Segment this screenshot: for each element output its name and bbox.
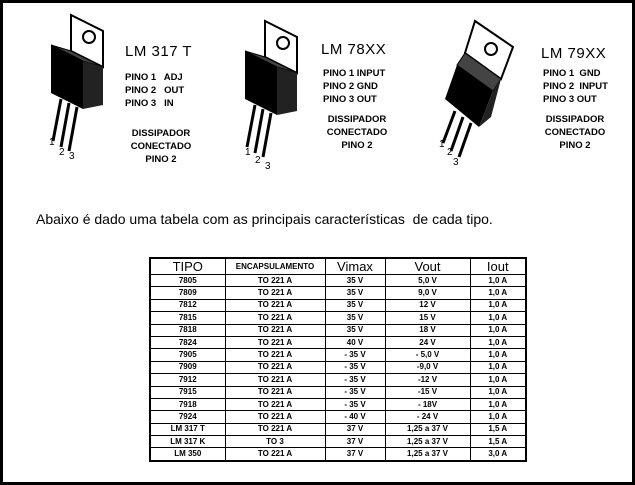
table-cell: TO 221 A: [225, 398, 325, 410]
table-cell: 24 V: [385, 336, 470, 348]
table-cell: 37 V: [325, 448, 385, 461]
table-cell: LM 350: [150, 448, 225, 461]
table-cell: - 35 V: [325, 398, 385, 410]
table-cell: TO 221 A: [225, 411, 325, 423]
table-row: [150, 361, 526, 373]
table-cell: 1,5 A: [470, 423, 526, 435]
header-tipo: TIPO: [150, 258, 225, 275]
table-cell: - 5,0 V: [385, 349, 470, 361]
table-row: [150, 349, 526, 361]
lm79xx-title: LM 79XX: [541, 45, 607, 62]
table-cell: TO 3: [225, 436, 325, 448]
table-cell: 35 V: [325, 287, 385, 299]
table-cell: 1,0 A: [470, 349, 526, 361]
table-cell: TO 221 A: [225, 361, 325, 373]
pin-line: PINO 2 GND: [323, 81, 378, 92]
table-cell: 1,25 a 37 V: [385, 436, 470, 448]
table-cell: 1,5 A: [470, 436, 526, 448]
lm79xx-dissipador-note: DISSIPADOR CONECTADO PINO 2: [544, 114, 606, 151]
table-cell: TO 221 A: [225, 374, 325, 386]
table-cell: 15 V: [385, 312, 470, 324]
table-row: [150, 448, 526, 461]
lm78xx-package-drawing: [237, 19, 312, 172]
table-cell: 18 V: [385, 324, 470, 336]
pin-number-3: 3: [453, 157, 459, 168]
pin-number-1: 1: [49, 137, 55, 148]
pin-line: PINO 1 ADJ: [125, 72, 183, 83]
table-cell: - 35 V: [325, 361, 385, 373]
lm317-pin-list: [125, 71, 184, 110]
table-cell: 35 V: [325, 312, 385, 324]
pin-number-1: 1: [245, 147, 251, 158]
table-row: [150, 411, 526, 423]
lm79xx-package-drawing: [435, 17, 525, 167]
pin-line: PINO 3 IN: [125, 98, 174, 109]
table-cell: 35 V: [325, 299, 385, 311]
table-cell: TO 221 A: [225, 275, 325, 287]
table-cell: LM 317 T: [150, 423, 225, 435]
table-cell: 37 V: [325, 436, 385, 448]
table-cell: 37 V: [325, 423, 385, 435]
table-cell: - 35 V: [325, 374, 385, 386]
table-cell: 1,0 A: [470, 275, 526, 287]
table-cell: TO 221 A: [225, 448, 325, 461]
table-cell: - 35 V: [325, 386, 385, 398]
table-cell: 1,0 A: [470, 312, 526, 324]
table-cell: 35 V: [325, 275, 385, 287]
table-cell: 3,0 A: [470, 448, 526, 461]
table-row: [150, 324, 526, 336]
lm317-dissipador-note: DISSIPADOR CONECTADO PINO 2: [130, 128, 192, 165]
table-cell: 7915: [150, 386, 225, 398]
table-cell: TO 221 A: [225, 336, 325, 348]
table-cell: TO 221 A: [225, 299, 325, 311]
table-cell: 1,0 A: [470, 411, 526, 423]
pin-number-2: 2: [447, 147, 453, 158]
table-cell: 1,0 A: [470, 299, 526, 311]
table-row: [150, 423, 526, 435]
table-cell: 1,0 A: [470, 287, 526, 299]
table-cell: 7918: [150, 398, 225, 410]
table-cell: 40 V: [325, 336, 385, 348]
table-cell: 7812: [150, 299, 225, 311]
table-cell: TO 221 A: [225, 287, 325, 299]
table-cell: 7818: [150, 324, 225, 336]
to220-icon: [435, 17, 525, 167]
header-encapsulamento: ENCAPSULAMENTO: [225, 258, 325, 275]
table-cell: - 24 V: [385, 411, 470, 423]
table-cell: 1,0 A: [470, 361, 526, 373]
table-cell: 7912: [150, 374, 225, 386]
table-cell: LM 317 K: [150, 436, 225, 448]
table-cell: TO 221 A: [225, 386, 325, 398]
table-cell: -9,0 V: [385, 361, 470, 373]
table-row: [150, 287, 526, 299]
table-cell: 7815: [150, 312, 225, 324]
table-cell: 1,25 a 37 V: [385, 448, 470, 461]
table-cell: 9,0 V: [385, 287, 470, 299]
table-row: [150, 374, 526, 386]
table-cell: -12 V: [385, 374, 470, 386]
header-vout: Vout: [385, 258, 470, 275]
table-cell: 7909: [150, 361, 225, 373]
table-cell: 1,0 A: [470, 386, 526, 398]
table-row: [150, 275, 526, 287]
pin-line: PINO 1 INPUT: [323, 68, 386, 79]
table-cell: - 18V: [385, 398, 470, 410]
lm78xx-pin-list: [323, 67, 385, 106]
table-cell: 7805: [150, 275, 225, 287]
table-cell: 1,0 A: [470, 374, 526, 386]
table-cell: 7905: [150, 349, 225, 361]
pin-number-1: 1: [439, 139, 445, 150]
table-cell: 1,0 A: [470, 398, 526, 410]
table-cell: 35 V: [325, 324, 385, 336]
pin-number-2: 2: [255, 155, 261, 166]
intro-text: Abaixo é dado uma tabela com as principais características de cada tipo.: [36, 211, 493, 227]
table-cell: 12 V: [385, 299, 470, 311]
table-body: [150, 275, 526, 461]
table-cell: TO 221 A: [225, 349, 325, 361]
table-row: [150, 386, 526, 398]
table-cell: 1,0 A: [470, 336, 526, 348]
table-cell: 7824: [150, 336, 225, 348]
table-cell: TO 221 A: [225, 423, 325, 435]
pin-line: PINO 2 OUT: [125, 85, 185, 96]
table-row: [150, 299, 526, 311]
table-cell: - 40 V: [325, 411, 385, 423]
table-cell: TO 221 A: [225, 324, 325, 336]
table-header-row: [150, 258, 526, 275]
header-vimax: Vimax: [325, 258, 385, 275]
table-row: [150, 398, 526, 410]
table-row: [150, 436, 526, 448]
table-row: [150, 336, 526, 348]
table-cell: 7924: [150, 411, 225, 423]
table-row: [150, 312, 526, 324]
table-cell: 1,0 A: [470, 324, 526, 336]
pin-line: PINO 3 OUT: [323, 94, 377, 105]
pin-number-2: 2: [59, 147, 65, 158]
table-cell: -15 V: [385, 386, 470, 398]
lm317-title: LM 317 T: [125, 43, 193, 60]
lm78xx-dissipador-note: DISSIPADOR CONECTADO PINO 2: [326, 114, 388, 151]
table-cell: 1,25 a 37 V: [385, 423, 470, 435]
table-cell: - 35 V: [325, 349, 385, 361]
pin-number-3: 3: [265, 161, 271, 172]
table-cell: TO 221 A: [225, 312, 325, 324]
lm317-package-drawing: [43, 13, 118, 163]
pin-number-3: 3: [69, 151, 75, 162]
lm78xx-title: LM 78XX: [321, 41, 387, 58]
characteristics-table: [149, 257, 527, 462]
lm79xx-pin-list: [543, 67, 608, 106]
pin-line: PINO 2 INPUT: [543, 81, 608, 92]
table-cell: 7809: [150, 287, 225, 299]
table-cell: 5,0 V: [385, 275, 470, 287]
pin-line: PINO 1 GND: [543, 68, 601, 79]
pin-line: PINO 3 OUT: [543, 94, 597, 105]
header-iout: Iout: [470, 258, 526, 275]
